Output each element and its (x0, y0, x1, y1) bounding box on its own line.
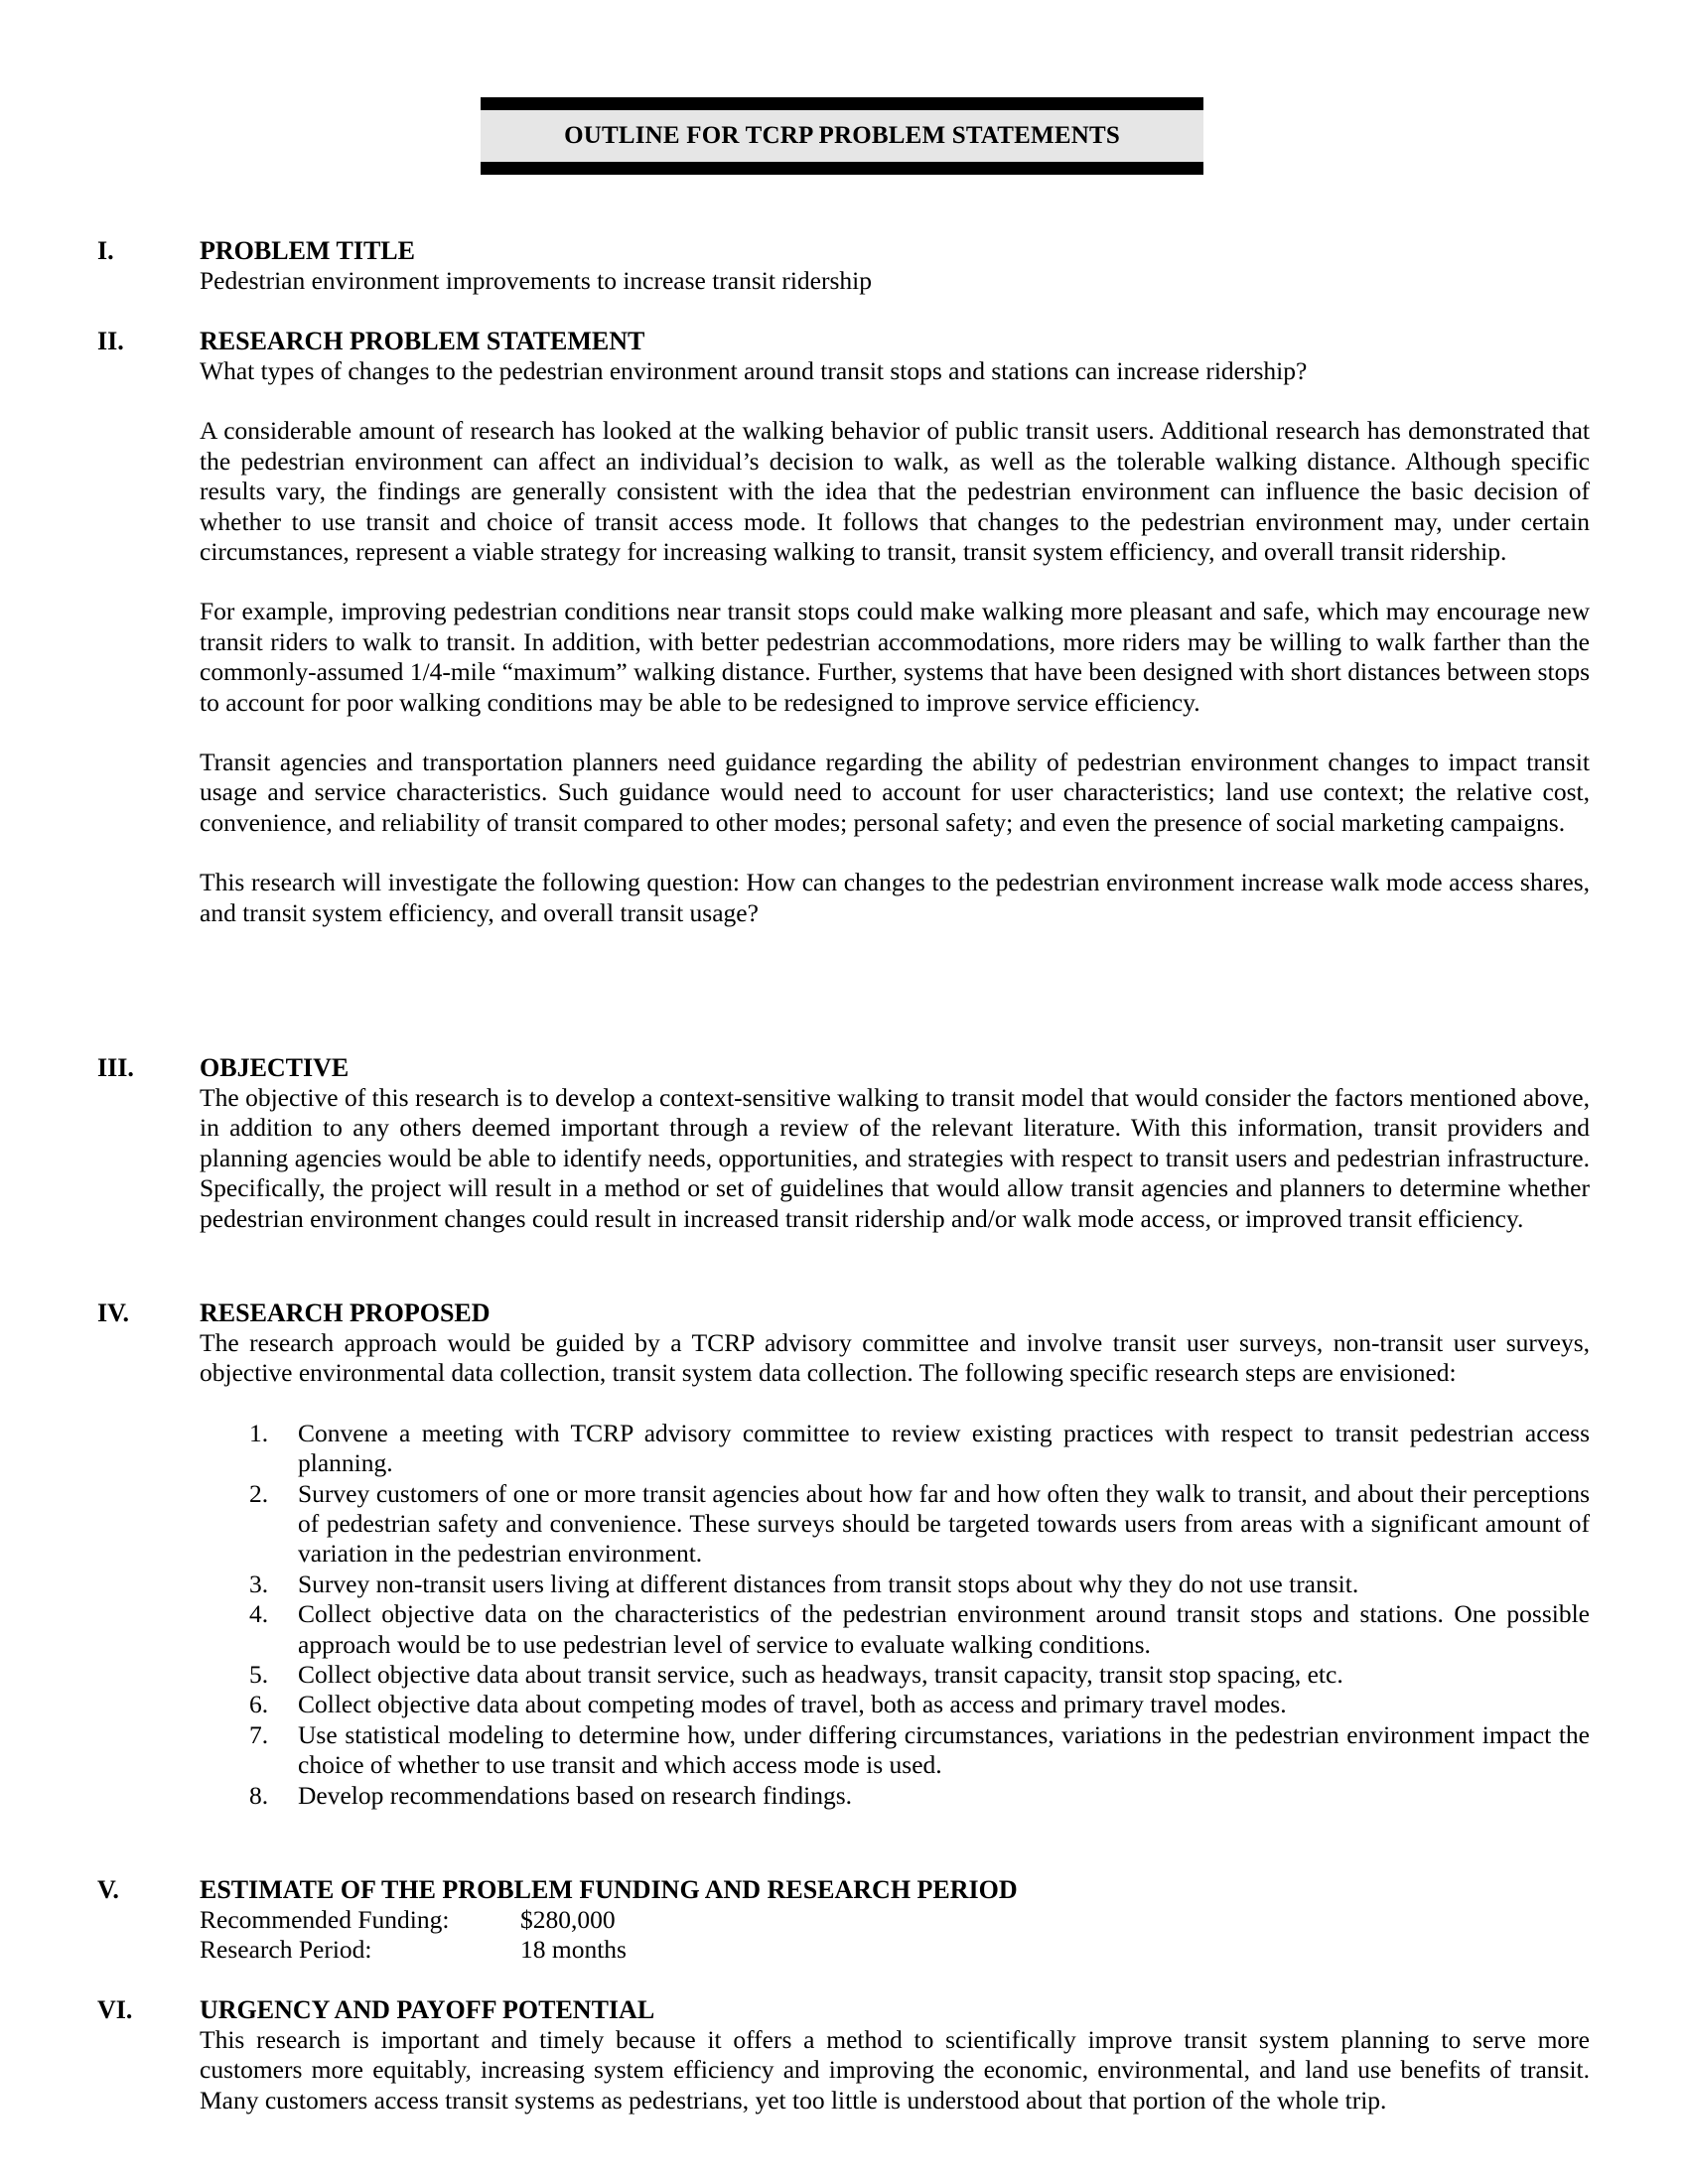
section-heading: OBJECTIVE (200, 1053, 350, 1082)
statement-question: What types of changes to the pedestrian environment around transit stops and stations can increase ridership? (200, 356, 1308, 385)
list-item-text: Develop recommendations based on research findings. (298, 1780, 852, 1810)
list-item-number: 3. (249, 1569, 269, 1598)
list-item (200, 1419, 1590, 1479)
list-item-number: 1. (249, 1418, 269, 1447)
section-numeral: III. (97, 1053, 134, 1082)
list-item-text: Collect objective data about transit service, such as headways, transit capacity, transit stop spacing, etc. (298, 1660, 1343, 1690)
outline-banner (481, 97, 1203, 175)
list-item-number: 6. (249, 1690, 269, 1719)
section-heading: PROBLEM TITLE (200, 236, 415, 265)
list-item (200, 1781, 1590, 1811)
list-item (200, 1599, 1590, 1660)
list-item-number: 2. (249, 1478, 269, 1508)
funding-label: Recommended Funding: (200, 1905, 450, 1934)
list-item-text: Survey non-transit users living at different distances from transit stops about why they do not use transit. (298, 1569, 1359, 1598)
urgency-text: This research is important and timely because it offers a method to scientifically improve transit system planning to serve more customers more equitably, increasing system efficiency and improving the economic, environmental, and land use benefits of transit. Many customers access transit systems as pedestrians, yet too little is understood about that portion of the whole trip. (200, 2025, 1590, 2115)
section-numeral: VI. (97, 1995, 133, 2024)
research-period-label: Research Period: (200, 1935, 372, 1965)
section-numeral: V. (97, 1875, 119, 1904)
list-item-text: Collect objective data on the characteristics of the pedestrian environment around transit stops and stations. One possible approach would be to use pedestrian level of service to evaluate walking conditions. (298, 1599, 1590, 1659)
research-period-row (200, 1935, 1590, 1965)
statement-paragraph: This research will investigate the following question: How can changes to the pedestrian environment increase walk mode access shares, and transit system efficiency, and overall transit usage? (200, 868, 1590, 927)
section-heading: URGENCY AND PAYOFF POTENTIAL (200, 1995, 655, 2024)
list-item-text: Collect objective data about competing modes of travel, both as access and primary travel modes. (298, 1690, 1287, 1719)
research-steps-list (200, 1419, 1590, 1811)
list-item (200, 1720, 1590, 1781)
section-numeral: I. (97, 236, 114, 265)
statement-paragraph: A considerable amount of research has looked at the walking behavior of public transit users. Additional research has demonstrated that the pedestrian environment can affect an individual’s decision to walk, as well as the tolerable walking distance. Although specific results vary, the findings are generally consistent with the idea that the pedestrian environment can influence the basic decision of whether to use transit and choice of transit access mode. It follows that changes to the pedestrian environment may, under certain circumstances, represent a viable strategy for increasing walking to transit, transit system efficiency, and overall transit ridership. (200, 416, 1590, 567)
section-numeral: II. (97, 327, 124, 355)
list-item-number: 5. (249, 1660, 269, 1690)
section-heading: RESEARCH PROPOSED (200, 1298, 491, 1327)
objective-text: The objective of this research is to develop a context-sensitive walking to transit model that would consider the factors mentioned above, in addition to any others deemed important through a review of the relevant literature. With this information, transit providers and planning agencies would be able to identify needs, opportunities, and strategies with respect to transit users and pedestrian infrastructure. Specifically, the project will result in a method or set of guidelines that would allow transit agencies and planners to determine whether pedestrian environment changes could result in increased transit ridership and/or walk mode access, or improved transit efficiency. (200, 1083, 1590, 1233)
funding-row (200, 1905, 1590, 1935)
section-numeral: IV. (97, 1298, 130, 1327)
list-item-number: 7. (249, 1719, 269, 1749)
list-item (200, 1690, 1590, 1719)
funding-value: $280,000 (520, 1905, 616, 1934)
list-item-text: Survey customers of one or more transit agencies about how far and how often they walk to transit, and about their perceptions of pedestrian safety and convenience. These surveys should be targeted towards users from areas with a significant amount of variation in the pedestrian environment. (298, 1478, 1590, 1569)
list-item-number: 4. (249, 1599, 269, 1629)
list-item (200, 1570, 1590, 1599)
list-item-text: Use statistical modeling to determine how, under differing circumstances, variations in the pedestrian environment impact the choice of whether to use transit and which access mode is used. (298, 1719, 1590, 1780)
research-period-value: 18 months (520, 1935, 627, 1965)
list-item (200, 1660, 1590, 1690)
document-title: OUTLINE FOR TCRP PROBLEM STATEMENTS (564, 122, 1120, 149)
list-item-text: Convene a meeting with TCRP advisory committee to review existing practices with respect to transit pedestrian access planning. (298, 1418, 1590, 1478)
list-item-number: 8. (249, 1780, 269, 1810)
problem-title-text: Pedestrian environment improvements to increase transit ridership (200, 266, 872, 295)
section-heading: RESEARCH PROBLEM STATEMENT (200, 327, 645, 355)
section-heading: ESTIMATE OF THE PROBLEM FUNDING AND RESEARCH PERIOD (200, 1875, 1018, 1904)
statement-paragraph: Transit agencies and transportation planners need guidance regarding the ability of pedestrian environment changes to impact transit usage and service characteristics. Such guidance would need to account for user characteristics; land use context; the relative cost, convenience, and reliability of transit compared to other modes; personal safety; and even the presence of social marketing campaigns. (200, 748, 1590, 837)
statement-paragraph: For example, improving pedestrian conditions near transit stops could make walking more pleasant and safe, which may encourage new transit riders to walk to transit. In addition, with better pedestrian accommodations, more riders may be willing to walk farther than the commonly-assumed 1/4-mile “maximum” walking distance. Further, systems that have been designed with short distances between stops to account for poor walking conditions may be able to be redesigned to improve service efficiency. (200, 597, 1590, 717)
proposed-intro: The research approach would be guided by a TCRP advisory committee and involve transit user surveys, non-transit user surveys, objective environmental data collection, transit system data collection. The following specific research steps are envisioned: (200, 1328, 1590, 1388)
list-item (200, 1479, 1590, 1570)
